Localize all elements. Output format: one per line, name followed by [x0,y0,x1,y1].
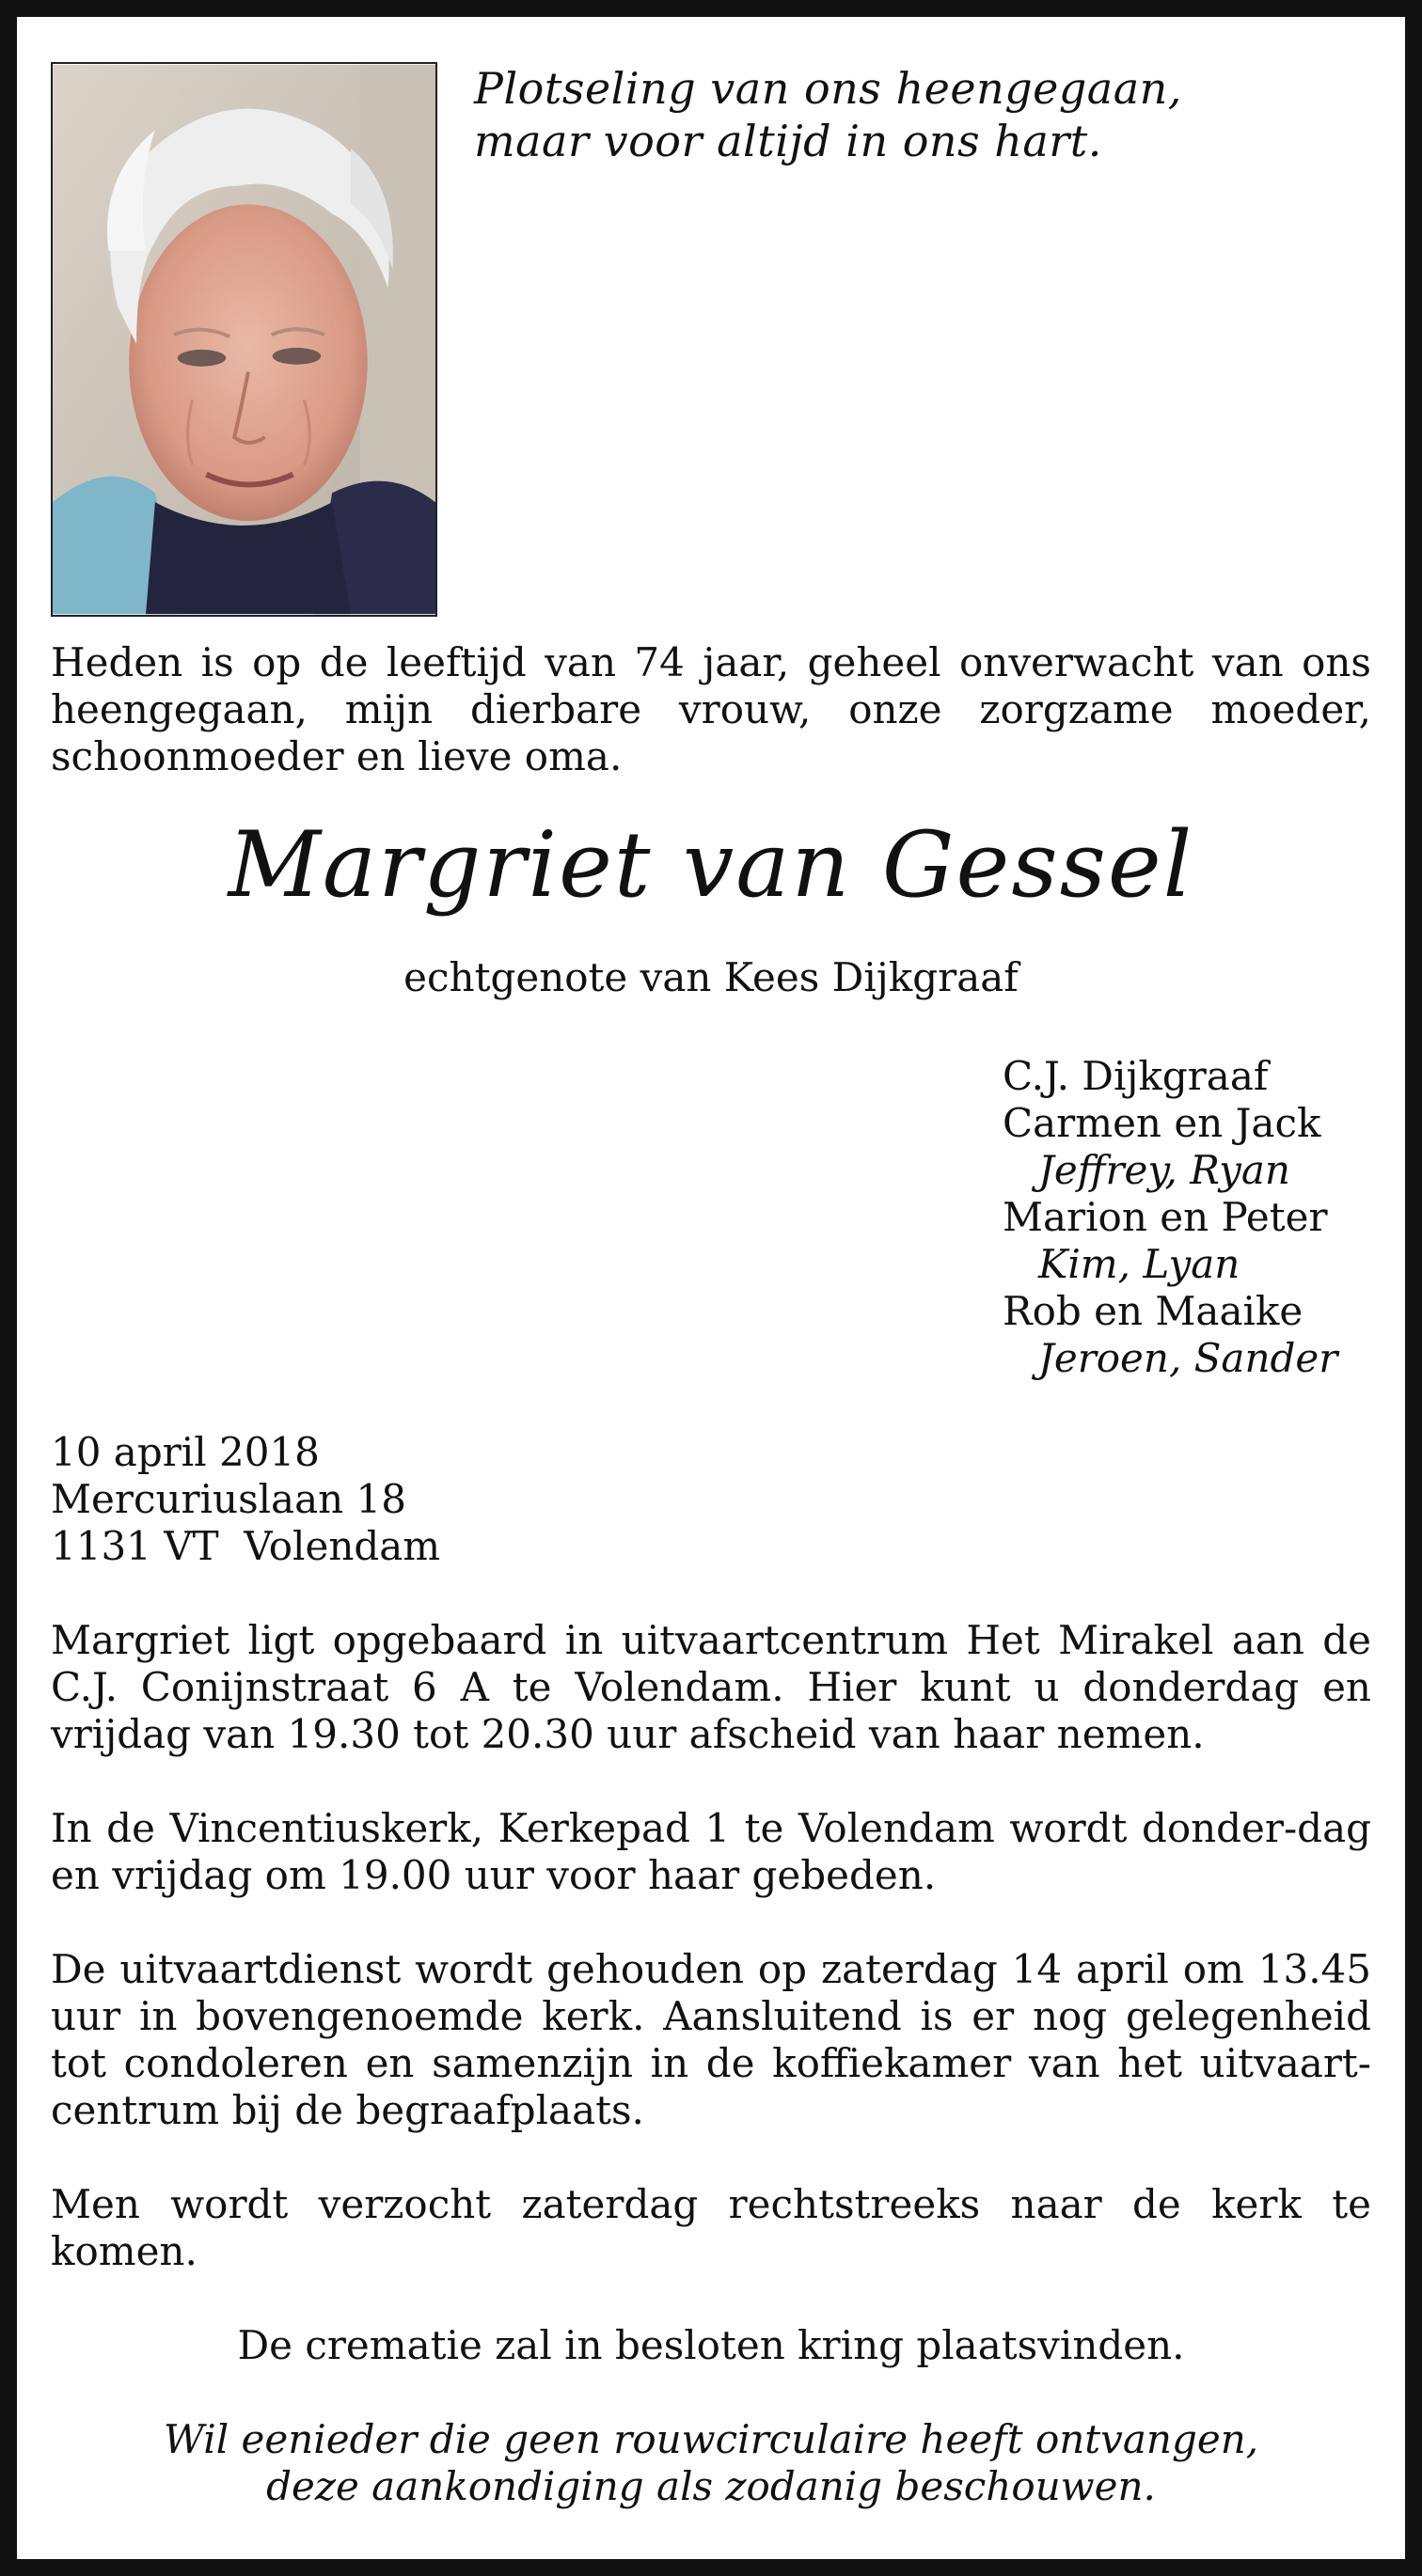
family-grandchildren-line: Jeffrey, Ryan [1038,1147,1290,1193]
address-date: 10 april 2018 [51,1429,320,1475]
family-grandchildren-line: Kim, Lyan [1038,1241,1240,1287]
motto [474,62,1182,167]
request-paragraph: Men wordt verzocht zaterdag rechtstreeks naar de kerk te komen. [51,2181,1371,2274]
cremation-note: De crematie zal in besloten kring plaatsvinden. [237,2322,1185,2368]
motto-line-2: maar voor altijd in ons hart. [474,116,1102,166]
portrait-photo [51,62,437,617]
prayer-paragraph: In de Vincentiuskerk, Kerkepad 1 te Volendam wordt donder-dag en vrijdag om 19.00 uur voor haar gebeden. [51,1805,1371,1898]
address-block [51,1429,440,1570]
closing-line-1: Wil eenieder die geen rouwcirculaire heeft ontvangen, [163,2416,1259,2462]
family-grandchildren-line: Jeroen, Sander [1038,1335,1338,1381]
address-city: 1131 VT Volendam [51,1523,441,1569]
intro-paragraph: Heden is op de leeftijd van 74 jaar, geheel onverwacht van ons heengegaan, mijn dierbare vrouw, onze zorgzame moeder, schoonmoeder en lieve oma. [51,639,1371,779]
viewing-paragraph: Margriet ligt opgebaard in uitvaartcentrum Het Mirakel aan de C.J. Conijnstraat 6 A te Volendam. Hier kunt u donderdag en vrijdag van 19.30 tot 20.30 uur afscheid van haar nemen. [51,1617,1371,1757]
family-line: Carmen en Jack [1003,1100,1321,1146]
family-line: Rob en Maaike [1003,1288,1304,1334]
motto-line-1: Plotseling van ons heengegaan, [474,63,1182,114]
address-street: Mercuriuslaan 18 [51,1476,406,1522]
closing-note [0,2416,1422,2510]
spouse-line: echtgenote van Kees Dijkgraaf [403,954,1019,1000]
closing-line-2: deze aankondiging als zodanig beschouwen. [266,2463,1156,2509]
family-line: Marion en Peter [1003,1194,1328,1240]
family-list [1003,1053,1337,1382]
deceased-name: Margriet van Gessel [228,812,1194,918]
service-paragraph: De uitvaartdienst wordt gehouden op zaterdag 14 april om 13.45 uur in bovengenoemde kerk. Aansluitend is er nog gelegenheid tot condoleren en samenzijn in de koffiekamer van het uitvaart-centrum bij de begraafplaats. [51,1946,1371,2133]
family-line: C.J. Dijkgraaf [1003,1053,1269,1099]
